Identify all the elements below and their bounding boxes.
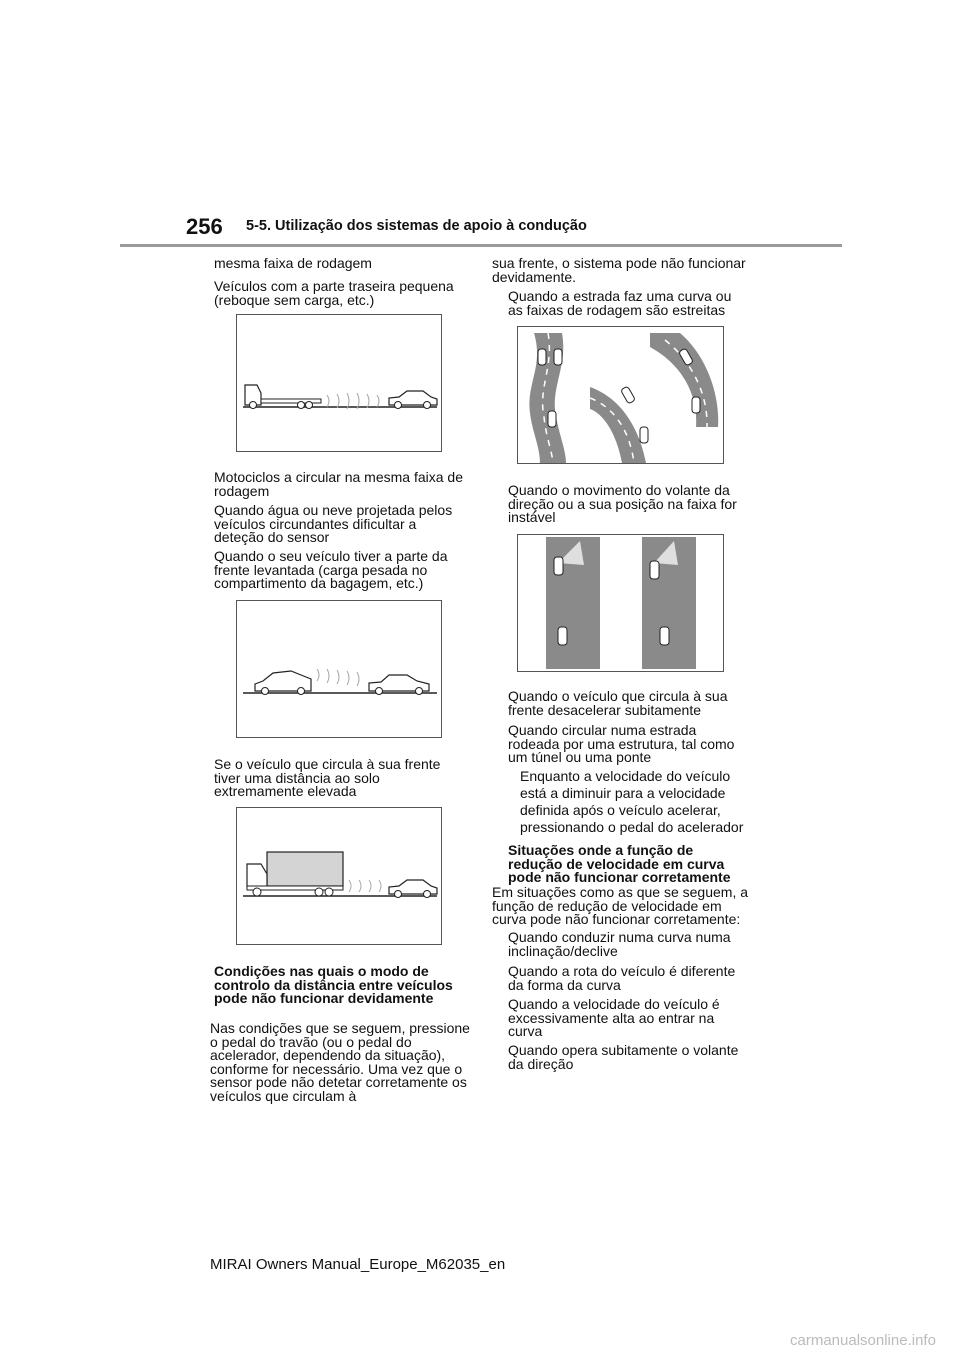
sub-item: Enquanto a velocidade do veículo [520, 768, 731, 784]
list-item: Se o veículo que circula à sua frente tiver uma distância ao solo extremamente elevada [214, 756, 441, 799]
page-number: 256 [186, 214, 223, 239]
list-item: Quando a velocidade do veículo é excessivamente alta ao entrar na curva [508, 996, 720, 1039]
sub-item: está a diminuir para a velocidade [520, 785, 726, 801]
list-item: Quando a rota do veículo é diferente da forma da curva [508, 963, 736, 993]
list-item: mesma faixa de rodagem [214, 255, 372, 271]
paragraph: Em situações como as que se seguem, a função de redução de velocidade em curva pode não funcionar corretamente: [492, 884, 749, 927]
list-item: Quando água ou neve projetada pelos veículos circundantes dificultar a deteção do sensor [214, 502, 453, 545]
section-heading: Condições nas quais o modo de controlo da distância entre veículos pode não funcionar devidamente [214, 963, 453, 1006]
list-item: Quando circular numa estrada rodeada por uma estrutura, tal como um túnel ou uma ponte [508, 722, 735, 765]
watermark: carmanualsonline.info [790, 1332, 936, 1349]
list-item: Motociclos a circular na mesma faixa de rodagem [214, 469, 463, 499]
sub-item: definida após o veículo acelerar, [520, 802, 721, 818]
curved-road-illustration [517, 326, 724, 464]
raised-front-illustration [236, 600, 442, 738]
list-item: Quando opera subitamente o volante da direção [508, 1042, 739, 1072]
list-item: Quando o seu veículo tiver a parte da frente levantada (carga pesada no compartimento da bagagem, etc.) [214, 548, 448, 591]
paragraph: Nas condições que se seguem, pressione o pedal do travão (ou o pedal do acelerador, dependendo da situação), conforme for necessário. Uma vez que o sensor pode não detetar corretamente os veículos que circulam à [210, 1020, 470, 1104]
sub-item: pressionando o pedal do acelerador [520, 819, 744, 835]
manual-id: MIRAI Owners Manual_Europe_M62035_en [210, 1256, 506, 1273]
unstable-steering-illustration [517, 534, 724, 672]
list-item: Quando a estrada faz uma curva ou as faixas de rodagem são estreitas [508, 288, 732, 318]
list-item: Veículos com a parte traseira pequena (reboque sem carga, etc.) [214, 278, 454, 308]
high-clearance-illustration [236, 807, 442, 945]
section-heading: Situações onde a função de redução de velocidade em curva pode não funcionar corretamente [508, 842, 731, 885]
section-title: 5-5. Utilização dos sistemas de apoio à condução [246, 218, 587, 234]
trailer-illustration [236, 314, 442, 452]
list-item: Quando conduzir numa curva numa inclinação/declive [508, 929, 731, 959]
header-rule [120, 244, 842, 247]
list-item: Quando o veículo que circula à sua frente desacelerar subitamente [508, 688, 728, 718]
list-item: Quando o movimento do volante da direção ou a sua posição na faixa for instável [508, 482, 737, 525]
paragraph: sua frente, o sistema pode não funcionar devidamente. [492, 255, 746, 285]
